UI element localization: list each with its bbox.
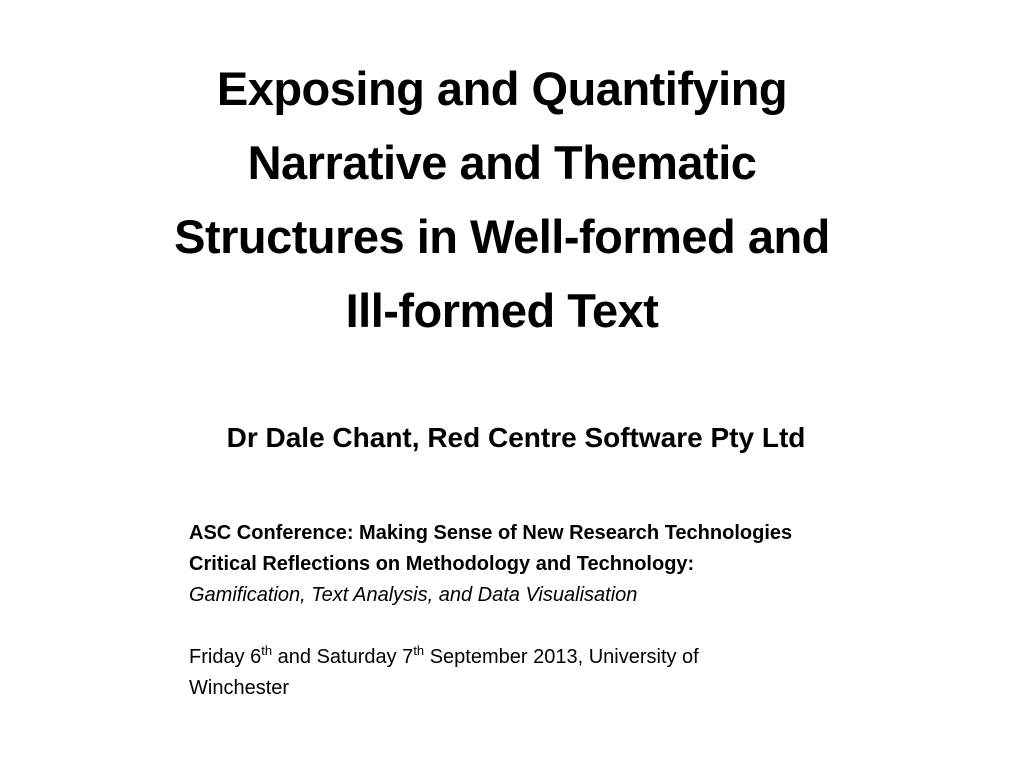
date-rest: September 2013, University of [424, 646, 699, 668]
date-saturday: and Saturday 7 [272, 646, 414, 668]
date-saturday-suffix: th [413, 643, 425, 658]
conference-details [189, 518, 889, 704]
conference-date [189, 642, 889, 673]
title-line-4: Ill-formed Text [345, 284, 659, 337]
conference-name: ASC Conference: Making Sense of New Research Technologies [189, 522, 793, 544]
date-friday-suffix: th [261, 643, 273, 658]
title-line-1: Exposing and Quantifying [216, 62, 788, 115]
conference-location: Winchester [189, 677, 290, 699]
author-line: Dr Dale Chant, Red Centre Software Pty Ltd [226, 422, 806, 453]
conference-topics: Gamification, Text Analysis, and Data Visualisation [189, 584, 638, 606]
slide-title [60, 52, 944, 348]
date-friday: Friday 6 [189, 646, 262, 668]
title-line-2: Narrative and Thematic [247, 136, 757, 189]
spacer [189, 611, 889, 642]
title-line-3: Structures in Well-formed and [174, 210, 830, 263]
conference-theme: Critical Reflections on Methodology and Technology: [189, 553, 695, 575]
